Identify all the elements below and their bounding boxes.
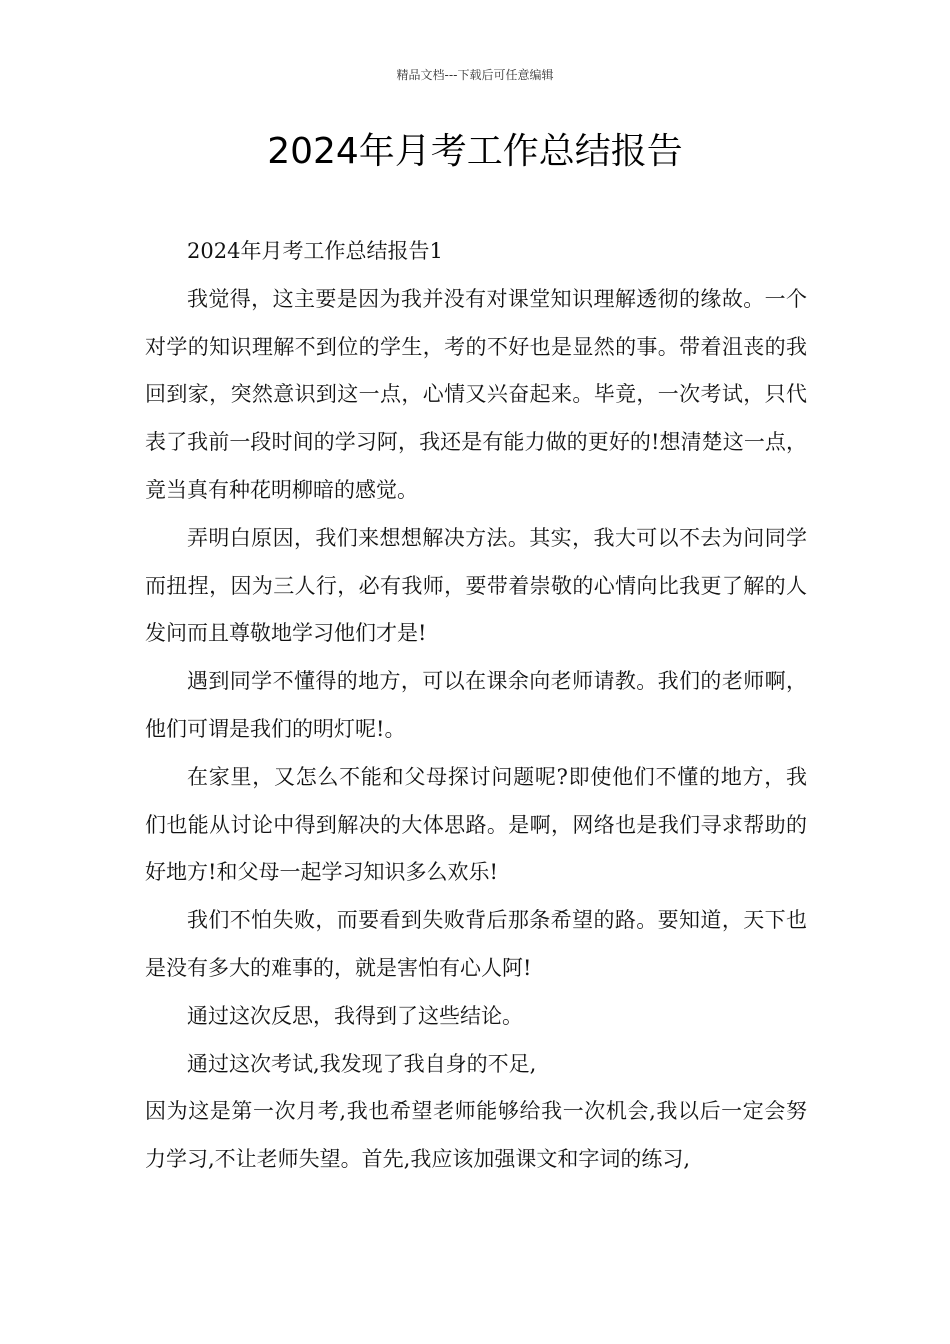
paragraph: 遇到同学不懂得的地方，可以在课余向老师请教。我们的老师啊，他们可谓是我们的明灯呢!。 — [145, 669, 807, 741]
paragraph: 我觉得，这主要是因为我并没有对课堂知识理解透彻的缘故。一个对学的知识理解不到位的学生，考的不好也是显然的事。带着沮丧的我回到家，突然意识到这一点，心情又兴奋起来。毕竟，一次考试，只代表了我前一段时间的学习阿，我还是有能力做的更好的!想清楚这一点，竟当真有种花明柳暗的感觉。 — [145, 286, 807, 502]
paragraph: 通过这次考试,我发现了我自身的不足, — [187, 1051, 537, 1076]
paragraph: 在家里，又怎么不能和父母探讨问题呢?即使他们不懂的地方，我们也能从讨论中得到解决的大体思路。是啊，网络也是我们寻求帮助的好地方!和父母一起学习知识多么欢乐! — [145, 764, 807, 885]
section-heading: 2024年月考工作总结报告1 — [187, 239, 443, 263]
header-note: 精品文档---下载后可任意编辑 — [396, 68, 554, 82]
paragraph: 我们不怕失败，而要看到失败背后那条希望的路。要知道，天下也是没有多大的难事的，就是害怕有心人阿! — [145, 908, 807, 980]
paragraph: 弄明白原因，我们来想想解决方法。其实，我大可以不去为问同学而扭捏，因为三人行，必有我师，要带着崇敬的心情向比我更了解的人发问而且尊敬地学习他们才是! — [145, 525, 807, 646]
paragraph: 因为这是第一次月考,我也希望老师能够给我一次机会,我以后一定会努力学习,不让老师失望。首先,我应该加强课文和字词的练习, — [145, 1099, 807, 1172]
document-body — [145, 228, 807, 1184]
document-title: 2024年月考工作总结报告 — [267, 131, 683, 172]
paragraph: 通过这次反思，我得到了这些结论。 — [187, 1003, 523, 1028]
